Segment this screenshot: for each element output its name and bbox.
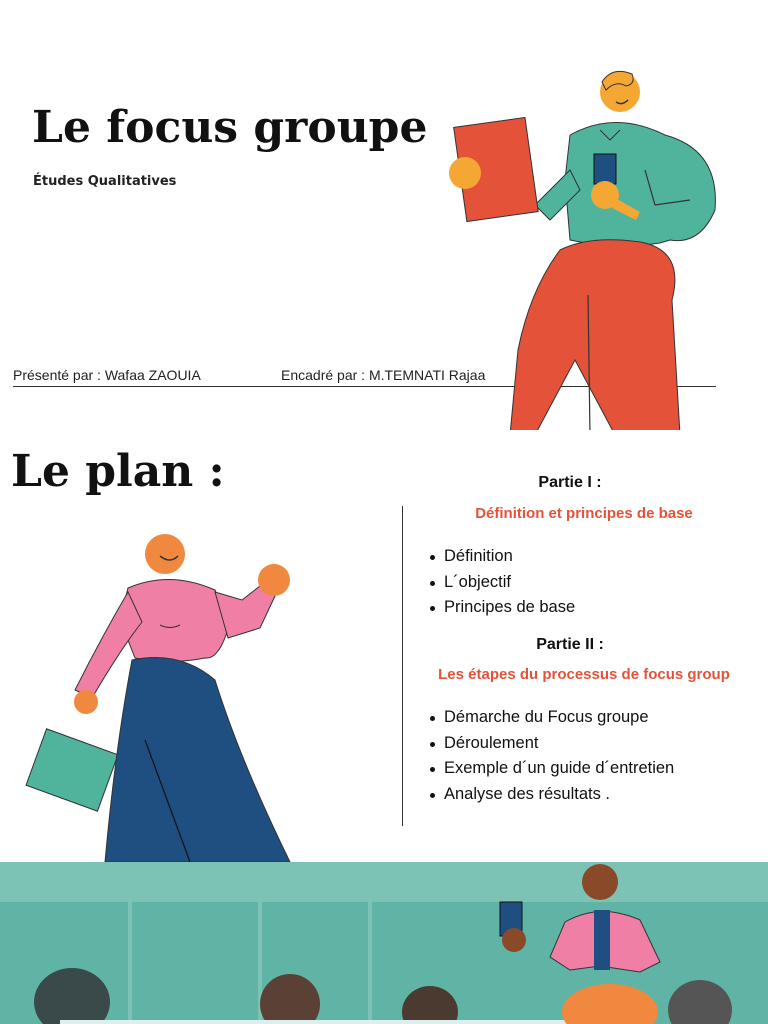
part1-subtitle: Définition et principes de base bbox=[475, 505, 693, 522]
slide-plan bbox=[0, 430, 768, 862]
part2-subtitle: Les étapes du processus de focus group bbox=[438, 666, 730, 683]
list-item: Définition bbox=[430, 544, 575, 570]
page-title: Le focus groupe bbox=[32, 102, 428, 153]
slide-photo bbox=[0, 862, 768, 1024]
list-item: L´objectif bbox=[430, 570, 575, 596]
plan-title: Le plan : bbox=[11, 446, 225, 497]
person-with-document-illustration bbox=[440, 60, 730, 430]
part2-list bbox=[430, 705, 674, 807]
supervisor-credit: Encadré par : M.TEMNATI Rajaa bbox=[281, 367, 486, 383]
meeting-photo-background bbox=[0, 862, 768, 1024]
list-item: Démarche du Focus groupe bbox=[430, 705, 674, 731]
list-item: Exemple d´un guide d´entretien bbox=[430, 756, 674, 782]
part1-list bbox=[430, 544, 575, 621]
slide-title bbox=[0, 0, 768, 430]
subtitle: Études Qualitatives bbox=[33, 174, 177, 189]
list-item: Analyse des résultats . bbox=[430, 782, 674, 808]
presenter-credit: Présenté par : Wafaa ZAOUIA bbox=[13, 367, 201, 383]
part1-heading: Partie I : bbox=[538, 474, 602, 491]
list-item: Principes de base bbox=[430, 595, 575, 621]
list-item: Déroulement bbox=[430, 731, 674, 757]
vertical-divider bbox=[402, 506, 403, 826]
part2-heading: Partie II : bbox=[536, 636, 604, 653]
woman-walking-with-notebook-illustration bbox=[20, 530, 300, 862]
